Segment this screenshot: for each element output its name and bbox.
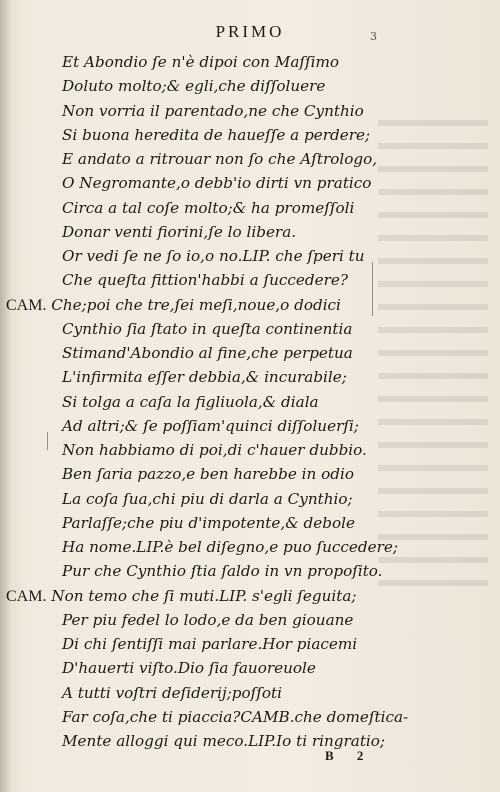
verse-text: Non vorria il parentado,ne che Cynthio: [62, 101, 364, 120]
printer-signature: B 2: [325, 748, 374, 763]
verse-line: [0, 681, 500, 705]
verse-line: [0, 365, 500, 389]
verse-line: [0, 414, 500, 438]
verse-text: Che queſta fittion'habbi a ſuccedere?: [62, 271, 348, 290]
verse-text: Et Abondio ſe n'è dipoi con Maſſimo: [62, 53, 340, 71]
verse-line: [0, 535, 500, 559]
verse-text: L'infirmita eſſer debbia,& incurabile;: [62, 368, 347, 387]
verse-line: [0, 99, 500, 123]
verse-text: Ben ſaria pazzo,e ben harebbe in odio: [62, 465, 354, 484]
verse-line: [0, 50, 500, 74]
verse-line: [0, 584, 500, 608]
verse-line: [0, 268, 500, 292]
page-mark: 3: [370, 30, 377, 43]
verse-text: La coſa ſua,chi piu di darla a Cynthio;: [62, 489, 353, 508]
verse-line: [0, 705, 500, 729]
verse-text: A tutti voſtri deſiderij;poſſoti: [62, 683, 283, 702]
verse-text: Doluto molto;& egli,che diſſoluere: [62, 77, 326, 96]
verse-line: [0, 559, 500, 583]
verse-text: Ad altri;& ſe poſſiam'quinci diſſoluerſi;: [62, 416, 359, 435]
verse-line: [0, 390, 500, 414]
verse-text: Si buona heredita de haueſſe a perdere;: [62, 125, 371, 144]
verse-text: Per piu fedel lo lodo,e da ben giouane: [62, 610, 354, 629]
verse-text: Parlaſſe;che piu d'impotente,& debole: [62, 513, 355, 532]
verse-text: Or vedi ſe ne ſo io,o no.LIP. che ſperi tu: [62, 247, 365, 265]
verse-line: [0, 462, 500, 486]
verse-line: [0, 244, 500, 268]
speaker-name: CAM.: [6, 587, 47, 605]
verse-line: [0, 293, 500, 317]
running-header: PRIMO: [215, 22, 285, 41]
verse-text: Far coſa,che ti piaccia?CAMB.che domeſtica-: [62, 707, 409, 726]
verse-line: [0, 123, 500, 147]
verse-line: [0, 147, 500, 171]
verse-text: Donar venti fiorini,ſe lo libera.: [62, 222, 297, 241]
verse-text: Non habbiamo di poi,di c'hauer dubbio.: [62, 441, 367, 459]
verse-text: Che;poi che tre,ſei meſi,noue,o dodici: [51, 295, 341, 314]
verse-text: D'hauerti viſto.Dio ſia fauoreuole: [62, 659, 316, 678]
verse-text: Non temo che ſi muti.LIP. s'egli ſeguita;: [51, 586, 357, 605]
verse-line: [0, 317, 500, 341]
verse-line: [0, 487, 500, 511]
verse-line: [0, 632, 500, 656]
verse-text: E andato a ritrouar non ſo che Aſtrologo,: [62, 150, 378, 168]
verse-line: [0, 438, 500, 462]
verse-text: Pur che Cynthio ſtia ſaldo in vn propoſito.: [62, 562, 383, 581]
verse-text: O Negromante,o debb'io dirti vn pratico: [62, 174, 372, 193]
verse-line: [0, 74, 500, 98]
speaker-name: CAM.: [6, 296, 47, 314]
verse-text: Circa a tal coſe molto;& ha promeſſoli: [62, 198, 355, 217]
verse-text: Mente alloggi qui meco.LIP.Io ti ringratio;: [62, 732, 386, 750]
verse-lines: [0, 50, 500, 753]
verse-text: Stimand'Abondio al fine,che perpetua: [62, 344, 353, 362]
verse-line: [0, 220, 500, 244]
verse-line: [0, 729, 500, 753]
verse-line: [0, 196, 500, 220]
verse-text: Si tolga a caſa la figliuola,& diala: [62, 392, 319, 411]
verse-text: Ha nome.LIP.è bel diſegno,e puo ſuccedere;: [62, 538, 398, 556]
verse-line: [0, 511, 500, 535]
verse-line: [0, 656, 500, 680]
verse-text: Di chi ſentiſſi mai parlare.Hor piacemi: [62, 635, 358, 653]
verse-text: Cynthio ſia ſtato in queſta continentia: [62, 319, 353, 338]
verse-line: [0, 341, 500, 365]
verse-line: [0, 608, 500, 632]
verse-line: [0, 171, 500, 195]
